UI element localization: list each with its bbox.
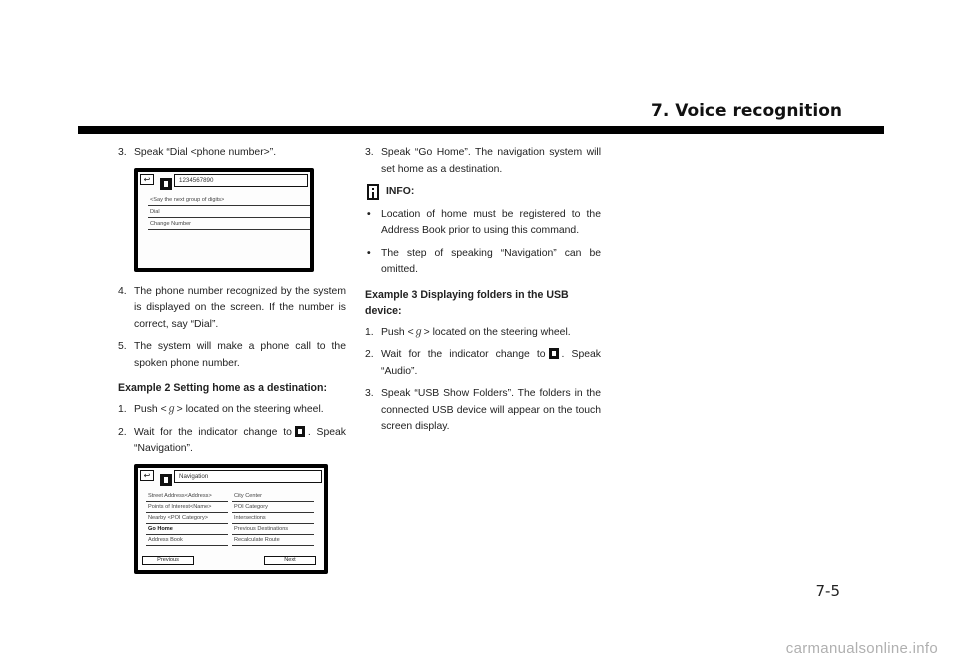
example-3-step-2 [365, 347, 601, 380]
step-number: 4. [118, 285, 127, 297]
example-2-step-1 [118, 402, 346, 419]
example-2-heading: Example 2 Setting home as a destination: [118, 382, 327, 394]
right-column [365, 145, 601, 442]
text-part: . Speak “Audio”. [381, 349, 601, 377]
text-part: > located on the steering wheel. [176, 404, 324, 415]
info-bullet [365, 207, 601, 240]
talk-switch-icon: ℊ [413, 326, 424, 338]
example-3-heading: Example 3 Displaying folders in the USB device: [365, 288, 569, 317]
step-number: 1. [118, 404, 127, 415]
indicator-icon [295, 426, 305, 437]
step-number: 3. [118, 147, 127, 158]
menu-item-previous-destinations: Previous Destinations [232, 525, 314, 535]
previous-button: Previous [142, 556, 194, 565]
step-text: Speak “Dial <phone number>”. [134, 147, 277, 158]
text-part: > located on the steering wheel. [423, 326, 571, 338]
watermark-text: carmanualsonline.info [785, 640, 938, 657]
phone-number-display: 1234567890 [174, 174, 308, 187]
screen-inner [138, 468, 324, 570]
header-rule [78, 126, 884, 134]
step-4 [118, 284, 346, 334]
info-bullet [365, 246, 601, 279]
text-part: . Speak “Navigation”. [134, 426, 346, 454]
bullet-text: Location of home must be registered to the Address Book prior to using this command. [381, 208, 601, 236]
menu-item-address-book: Address Book [146, 536, 228, 546]
example-3-step-3 [365, 386, 601, 436]
example-3-step-1 [365, 325, 601, 342]
menu-item-go-home: Go Home [146, 525, 228, 535]
back-arrow-icon: ↩ [140, 470, 154, 481]
step-number: 3. [365, 388, 374, 399]
step-number: 1. [365, 326, 374, 338]
step-text [381, 325, 601, 342]
voice-indicator-icon [160, 474, 172, 486]
bullet-dot: • [367, 247, 371, 259]
talk-switch-icon: ℊ [166, 404, 177, 415]
menu-item-nearby-poi: Nearby <POI Category> [146, 514, 228, 524]
menu-item-recalculate-route: Recalculate Route [232, 536, 314, 546]
info-label: INFO: [386, 186, 415, 197]
phone-dial-screen-figure [134, 168, 314, 272]
step-text: The system will make a phone call to the spoken phone number. [134, 341, 346, 369]
step-number: 2. [118, 426, 127, 438]
menu-item-city-center: City Center [232, 492, 314, 502]
page-number: 7-5 [815, 582, 840, 600]
step-text [381, 347, 601, 380]
menu-item-next-digits: <Say the next group of digits> [148, 196, 310, 206]
bullet-text: The step of speaking “Navigation” can be omitted. [381, 247, 601, 275]
text-part: Push < [134, 404, 167, 415]
step-number: 3. [365, 147, 374, 158]
screen-inner [138, 172, 310, 268]
example-2-step-2 [118, 425, 346, 458]
page-header-title: 7. Voice recognition [651, 101, 842, 121]
menu-item-poi-category: POI Category [232, 503, 314, 513]
navigation-menu-screen-figure [134, 464, 328, 574]
menu-item-change-number: Change Number [148, 220, 310, 230]
back-arrow-icon: ↩ [140, 174, 154, 185]
text-part: Push < [381, 326, 414, 338]
menu-item-dial: Dial [148, 208, 310, 218]
step-text: The phone number recognized by the system is displayed on the screen. If the number is correct, say “Dial”. [134, 285, 346, 330]
step-5 [118, 339, 346, 372]
voice-indicator-icon [160, 178, 172, 190]
bullet-dot: • [367, 208, 371, 220]
step-3-dial [118, 145, 346, 162]
text-part: Wait for the indicator change to [134, 426, 292, 438]
left-column [118, 145, 346, 574]
step-text: Speak “Go Home”. The navigation system will set home as a destination. [381, 147, 601, 175]
menu-item-points-of-interest: Points of Interest<Name> [146, 503, 228, 513]
menu-item-street-address: Street Address<Address> [146, 492, 228, 502]
info-heading [367, 184, 601, 201]
menu-item-intersections: Intersections [232, 514, 314, 524]
text-part: Wait for the indicator change to [381, 349, 546, 360]
indicator-icon [549, 348, 559, 359]
navigation-title: Navigation [174, 470, 322, 483]
step-text [134, 402, 346, 419]
step-number: 5. [118, 341, 127, 352]
step-3-go-home [365, 145, 601, 178]
info-icon [367, 184, 379, 200]
step-text: Speak “USB Show Folders”. The folders in the connected USB device will appear on the touch screen display. [381, 388, 601, 432]
step-text [134, 425, 346, 458]
next-button: Next [264, 556, 316, 565]
step-number: 2. [365, 349, 374, 360]
